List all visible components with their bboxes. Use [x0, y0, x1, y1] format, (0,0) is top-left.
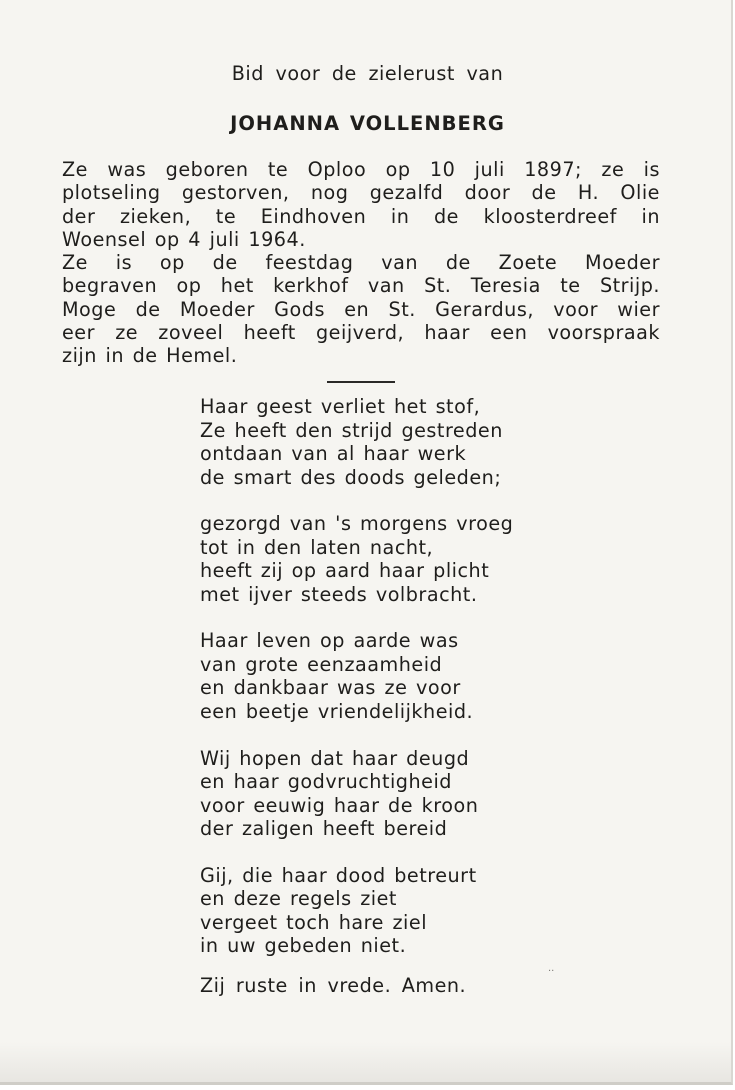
- poem-line: de smart des doods geleden;: [200, 465, 502, 489]
- paragraph-line: Woensel op 4 juli 1964.: [62, 227, 306, 251]
- poem-line: der zaligen heeft bereid: [200, 817, 448, 841]
- paragraph-line: Ze was geboren te Oploo op 10 juli 1897; ze is: [62, 158, 660, 181]
- poem-stanza: [200, 629, 513, 723]
- poem-line: van grote eenzaamheid: [200, 652, 443, 676]
- poem-line: Wij hopen dat haar deugd: [200, 746, 470, 770]
- paragraph-line: eer ze zoveel heeft geijverd, haar een voorspraak: [62, 321, 660, 345]
- poem-line: en haar godvruchtigheid: [200, 770, 452, 794]
- paragraph-line: Moge de Moeder Gods en St. Gerardus, voor wier: [62, 297, 660, 321]
- biography-paragraph: [62, 158, 660, 368]
- paragraph-line: Ze is op de feestdag van de Zoete Moeder: [62, 251, 660, 275]
- poem-line: met ijver steeds volbracht.: [200, 582, 478, 606]
- paragraph-line: zijn in de Hemel.: [62, 344, 238, 368]
- memorial-poem: [200, 395, 513, 981]
- paragraph-line: der zieken, te Eindhoven in de kloosterdreef in: [62, 204, 660, 228]
- deceased-name: JOHANNA VOLLENBERG: [230, 112, 505, 135]
- closing-prayer: Zij ruste in vrede. Amen.: [200, 974, 467, 997]
- poem-line: en deze regels ziet: [200, 887, 397, 911]
- poem-line: heeft zij op aard haar plicht: [200, 559, 490, 583]
- poem-stanza: [200, 864, 513, 958]
- paragraph-line: plotseling gestorven, nog gezalfd door de H. Olie: [62, 181, 660, 205]
- poem-stanza: [200, 747, 513, 841]
- poem-stanza: [200, 512, 513, 606]
- card-heading: Bid voor de zielerust van: [231, 62, 504, 85]
- section-divider: [327, 381, 395, 383]
- poem-line: vergeet toch hare ziel: [200, 910, 428, 934]
- poem-line: Haar leven op aarde was: [200, 629, 459, 653]
- print-speck: ··: [548, 966, 555, 977]
- poem-line: een beetje vriendelijkheid.: [200, 699, 474, 723]
- poem-line: tot in den laten nacht,: [200, 535, 434, 559]
- poem-line: gezorgd van 's morgens vroeg: [200, 512, 514, 536]
- poem-line: in uw gebeden niet.: [200, 934, 407, 958]
- poem-line: Gij, die haar dood betreurt: [200, 863, 477, 887]
- poem-stanza: [200, 395, 513, 489]
- paragraph-line: begraven op het kerkhof van St. Teresia te Strijp.: [62, 274, 660, 298]
- poem-line: Haar geest verliet het stof,: [200, 395, 481, 418]
- poem-line: Ze heeft den strijd gestreden: [200, 418, 503, 442]
- poem-line: en dankbaar was ze voor: [200, 676, 461, 700]
- poem-line: ontdaan van al haar werk: [200, 442, 467, 465]
- poem-line: voor eeuwig haar de kroon: [200, 793, 479, 817]
